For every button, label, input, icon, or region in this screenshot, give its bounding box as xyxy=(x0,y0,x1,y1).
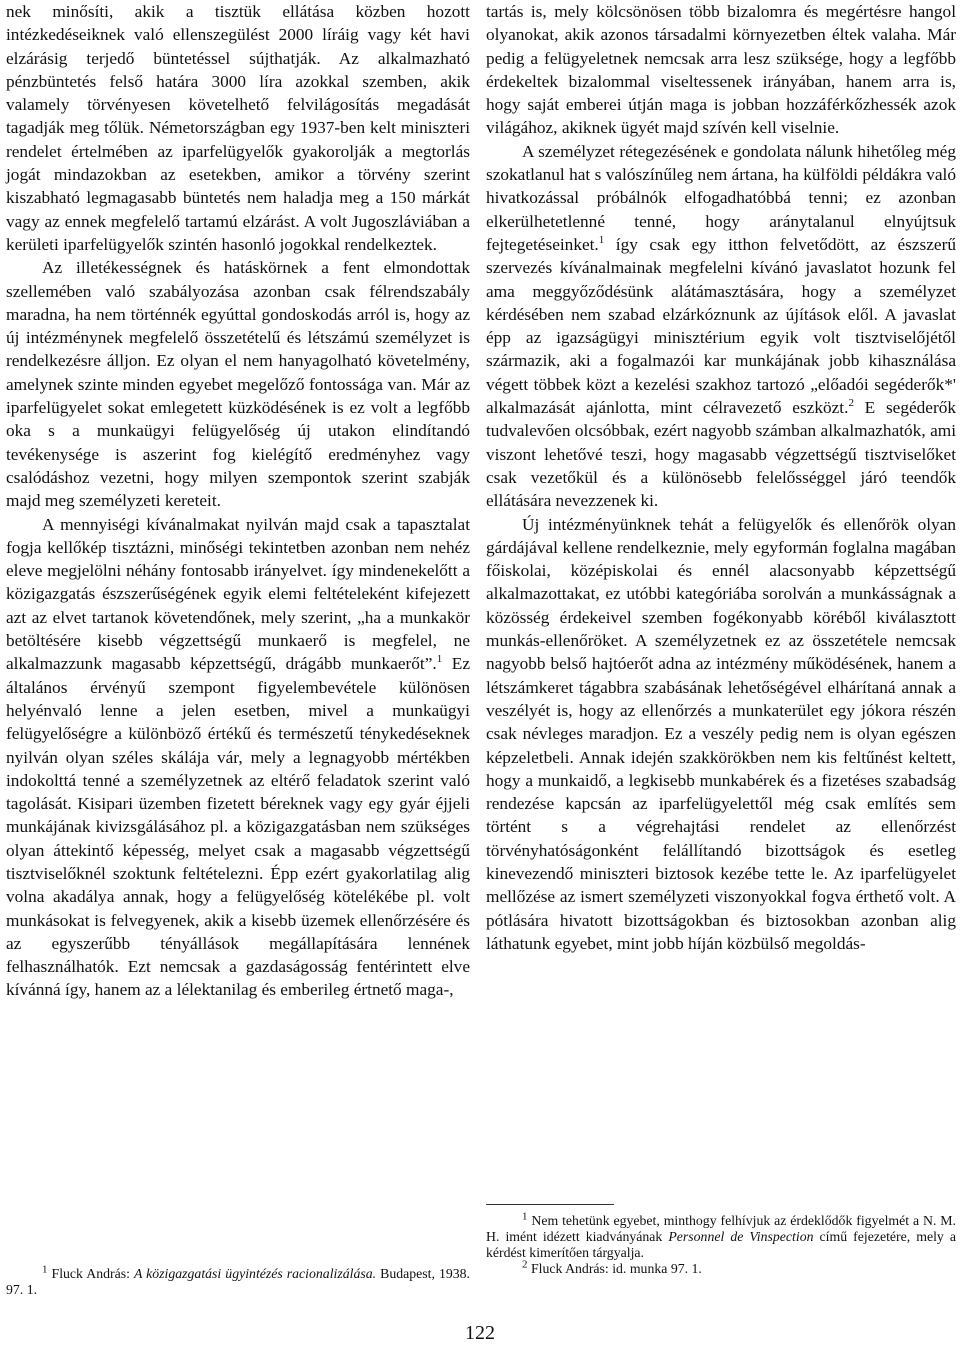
footnote-ref[interactable]: 2 xyxy=(848,397,854,410)
footnote-number: 2 xyxy=(522,1258,528,1271)
footnote xyxy=(6,1263,470,1298)
paragraph-text: Ez általános érvényű szempont figyelembevétele különösen helyénvaló lenne a jelen esetben, mivel a munkaügyi felügyelőségre a különböző értékű és természetű ténykedéseknek nyilván olyan széles skálája vár, mely a legnagyobb mértékben indokolttá tenné a személyzetnek az eltérő feladatok szerint való tagolását. Kisipari üzemben fizetett béreknek vagy egy gyár éjjeli munkájának kivizsgálásához pl. a közigazgatásban nem szükséges olyan áttekintő képesség, melyet csak a magasabb végzettségű tisztviselőknél szoktunk feltételezni. Épp ezért gyakorlatilag alig volna akadálya annak, hogy a felügyelőség kötelékébe pl. volt munkásokat is felvegyenek, akik a kisebb üzemek ellenőrzésére és az egyszerűbb tényállások megállapítására lennének felhasználhatók. Ezt nemcsak a gazdaságosság fentérintett elve kívánná így, hanem az a lélektanilag és emberileg értnető maga-, xyxy=(6,654,470,1000)
paragraph-text: Új intézményünknek tehát a felügyelők és ellenőrök olyan gárdájával kellene rendelkeznie, mely egyformán foglalna magában főiskolai, középiskolai és ennél alacsonyabb képzettségű alkalmazottakat, ez utóbbi kategóriába sorolván a munkásságnak a közösség érdekeivel szemben fogékonyabb köréből kiválasztott munkás-ellenőröket. A személyzetnek ez az összetétele nemcsak nagyobb belső hajtóerőt adna az intézmény működésének, hanem a létszámkeret tágabbra szabásának lehetőségével elhárítaná annak a veszélyét is, hogy az ellenőrzés a munkaterület egy jókora részén csak névleges maradjon. Ez a veszély pedig nem is olyan egészen képzeletbeli. Annak idején szakkörökben nem kis feltűnést keltett, hogy a munkaidő, a legkisebb munkabérek és a fizetéses szabadság rendezése kapcsán az iparfelügyelettől még csak említés sem történt s a végrehajtási rendelet az ellenőrzést törvényhatóságonként felállítandó bizottságok és esetleg kinevezendő miniszteri biztosok kezébe tette le. Az iparfelügyelet mellőzése az ismert személyzeti viszonyokkal fogva érthető volt. A pótlására hivatott bizottságokban és biztosokban azonban alig láthatunk egyebet, mint jobb híján közbülső megoldás- xyxy=(486,514,956,953)
footnote-text: Nem tehetünk egyebet, minthogy felhívjuk az érdeklődők figyelmét a N. M. H. imént idézett kiadványának xyxy=(486,1213,957,1244)
footnote-ref[interactable]: 1 xyxy=(436,653,443,666)
footnotes-left xyxy=(6,1263,470,1298)
footnote-ref[interactable]: 1 xyxy=(598,234,605,247)
footnote-number: 1 xyxy=(522,1210,528,1223)
footnotes-right xyxy=(486,1210,957,1277)
paragraph-text: A mennyiségi kívánalmakat nyilván majd csak a tapasztalat fogja kellőkép tisztázni, minőségi tekintetben azonban nem nehéz eleve megjelölni néhány fontosabb irányelvet. így mindenekelőtt a közigazgatás észszerűségének egyik elemi feltételeként kifejezett azt az elvet tartanok követendőnek, mely szerint, „ha a munkakör betöltésére kisebb végzettségű munkaerő is megfelel, ne alkalmazzunk magasabb képzettségű, drágább munkaerőt”. xyxy=(6,514,470,674)
left-column xyxy=(6,0,470,1002)
footnote-text: Budapest, 1938. 97. 1. xyxy=(6,1266,470,1297)
paragraph-text: tartás is, mely kölcsönösen több bizalomra és megértésre hangol olyanokat, akik azonos társadalmi környezetben éltek valaha. Már pedig a felügyeletnek nemcsak arra lesz szüksége, hogy a legfőbb érdekeltek bizalommal viseltessenek irányában, hanem arra is, hogy saját emberei útján maga is jobban hozzáférkőzhessék azok világához, akiknek ügyét majd szívén kell viselnie. xyxy=(486,2,956,138)
paragraph xyxy=(486,140,956,513)
footnote-number: 1 xyxy=(42,1263,48,1276)
paragraph-text: így csak egy itthon felvetődött, az észszerű szervezés kívánalmainak megfelelni kívánó javaslatot hozunk fel ama meggyőződésünk alátámasztására, hogy a személyzet kérdésében nem szabad elzárkóznunk az újítások elől. A javaslat épp az igazságügyi minisztérium egyik volt tisztviselőjétől származik, aki a fogalmazói kar munkájának jobb kihasználása végett többek közt a kezelési szakhoz tartozó „előadói segéderők*' alkalmazását ajánlotta, mint célravezető eszközt. xyxy=(486,234,956,418)
footnote-author: Fluck András: xyxy=(51,1266,134,1281)
right-column xyxy=(486,0,956,955)
paragraph-text: A személyzet rétegezésének e gondolata nálunk hihetőleg még szokatlanul hat s valószínűleg nem ártana, ha külföldi példákra való hivatkozással próbálnók elfogadhatóbbá tenni; ez azonban elkerülhetetlenné tenné, hogy aránytalanul elnyújtsuk fejtegetéseinket. xyxy=(486,141,956,254)
footnote xyxy=(486,1210,957,1261)
page-number: 122 xyxy=(465,1322,495,1344)
paragraph-text: Az illetékességnek és hatáskörnek a fent elmondottak szellemében való szabályozása azonban csak félrendszabály maradna, ha nem történnék egyúttal gondoskodás arról is, hogy az új intézménynek megfelelő összetételű és létszámú személyzet is rendelkezésre álljon. Ez olyan el nem hanyagolható követelmény, amelynek szinte minden egyebet megelőző fontossága van. Már az iparfelügyelet sokat emlegetett küzködésének is ez volt a legfőbb oka s a munkaügyi felügyelőség új utakon elindítandó tevékenysége is aszerint fog kielégítő eredményhez vagy csalódáshoz vezetni, hogy milyen szempontok szerint szabják majd meg személyzeti kereteit. xyxy=(6,258,470,511)
paragraph xyxy=(6,0,470,256)
footnote-text: Fluck András: id. munka 97. 1. xyxy=(530,1261,702,1276)
paragraph xyxy=(486,0,956,140)
paragraph xyxy=(6,256,470,512)
paragraph xyxy=(6,513,470,1002)
paragraph-text: E segéderők tudvalevően olcsóbbak, ezért nagyobb számban alkalmazhatók, ami viszont lehetővé teszi, hogy magasabb végzettségű tisztviselőket csak vezetőkül és a különösebb felelősséggel járó teendők ellátására nevezzenek ki. xyxy=(486,398,956,511)
footnote xyxy=(486,1258,956,1277)
paragraph xyxy=(486,513,956,956)
footnote-title: Personnel de Vinspection xyxy=(668,1229,814,1244)
footnote-title: A közigazgatási ügyintézés racionalizálása. xyxy=(133,1266,377,1281)
paragraph-text: nek minősíti, akik a tisztük ellátása közben hozott intézkedéseiknek való ellenszegülést 2000 líráig vagy két havi elzárásig terjedő büntetéssel sújthatják. Az alkalmazható pénzbüntetés felső határa 3000 líra azokkal szemben, akik valamely törvényesen követelhető felvilágosítás megadását tagadják meg tőlük. Németországban egy 1937-ben kelt miniszteri rendelet értelmében az iparfelügyelők gyakorolják a megtorlás jogát mindazokban az esetekben, amikor a törvény szerint kiszabható legmagasabb büntetés nem haladja meg a 150 márkát vagy az ennek megfelelő tartamú elzárást. A volt Jugoszláviában a kerületi iparfelügyelők szintén hasonló jogokkal rendelkeztek. xyxy=(6,2,470,254)
footnote-divider xyxy=(486,1204,614,1205)
footnote-text: című fejezetére, mely a kérdést kimerítően tárgyalja. xyxy=(486,1229,956,1260)
